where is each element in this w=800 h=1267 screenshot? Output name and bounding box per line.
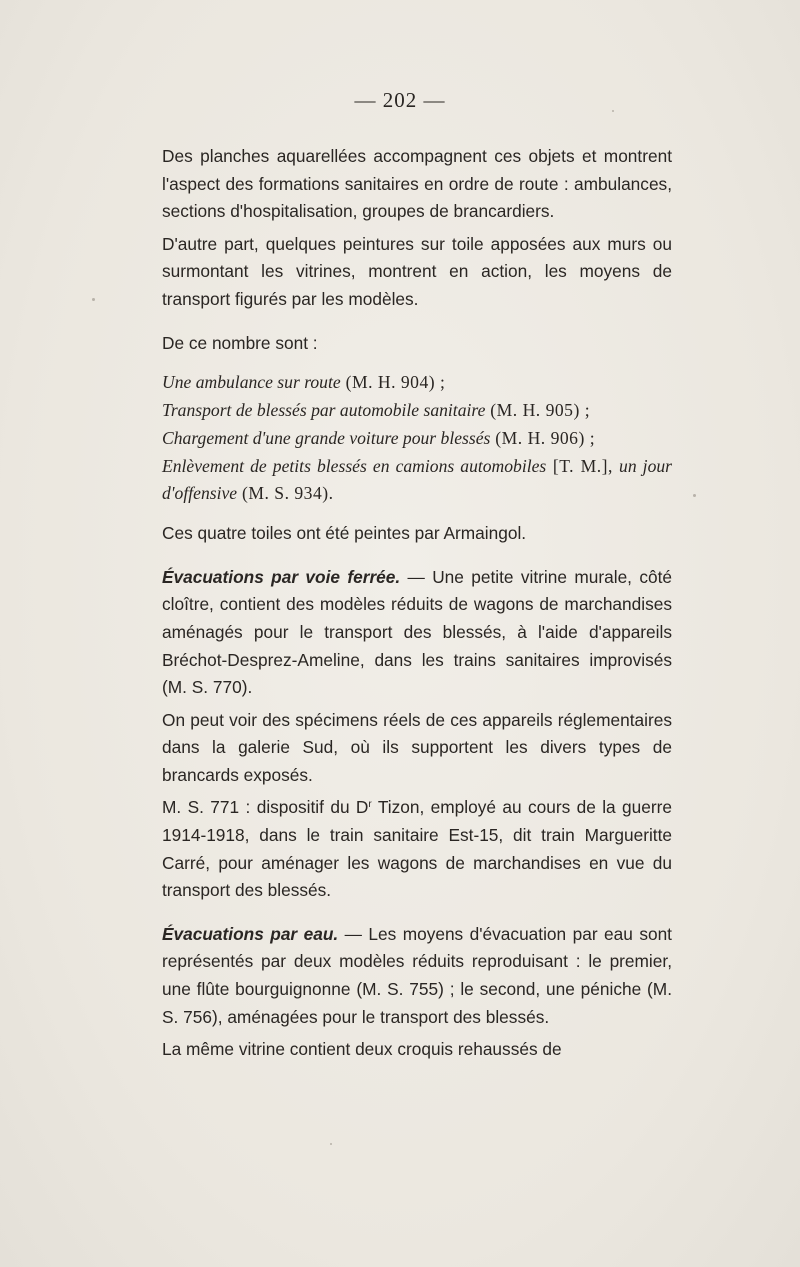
- paragraph-peintures: D'autre part, quelques peintures sur toile apposées aux murs ou surmontant les vitrines, montrent en action, les moyens de transport figurés par les modèles.: [162, 233, 672, 309]
- painting-ref: (M. H. 904) ;: [340, 372, 446, 393]
- painting-ref: [T. M.],: [546, 455, 613, 476]
- paragraph-eau: [162, 921, 672, 1031]
- list-item: [162, 397, 672, 425]
- body-text: [162, 143, 672, 1064]
- painting-ref: (M. H. 905) ;: [485, 399, 591, 420]
- painting-list: [162, 369, 672, 508]
- paragraph-tizon: [162, 794, 672, 904]
- paragraph-specimens: On peut voir des spécimens réels de ces appareils réglementaires dans la galerie Sud, où ils supportent les divers types de brancards exposés.: [162, 709, 672, 785]
- paragraph-vitrine: La même vitrine contient deux croquis rehaussés de: [162, 1039, 562, 1060]
- paper-speck: [693, 494, 696, 497]
- list-item: [162, 425, 672, 453]
- list-item: [162, 453, 672, 509]
- painting-title-continued: un jour d'offensive: [162, 455, 673, 504]
- paragraph-planches: Des planches aquarellées accompagnent ces objets et montrent l'aspect des formations sanitaires en ordre de route : ambulances, sections d'hospitalisation, groupes de brancardiers.: [162, 146, 672, 222]
- docteur-superscript: r: [368, 799, 372, 811]
- page-number: — 202 —: [354, 88, 446, 112]
- paragraph-voie-ferree: [162, 564, 672, 702]
- painting-title: Enlèvement de petits blessés en camions automobiles: [162, 455, 547, 476]
- painting-title: Chargement d'une grande voiture pour blessés: [162, 427, 491, 448]
- section-heading-water: Évacuations par eau.: [162, 923, 339, 944]
- painting-ref: (M. H. 906) ;: [490, 427, 596, 448]
- section-heading-rail: Évacuations par voie ferrée.: [162, 566, 401, 587]
- paragraph-armaingol: Ces quatre toiles ont été peintes par Armaingol.: [162, 523, 527, 544]
- painting-ref-continued: (M. S. 934).: [237, 483, 334, 504]
- painting-title: Transport de blessés par automobile sanitaire: [162, 399, 486, 420]
- paper-speck: [612, 110, 614, 112]
- painting-title: Une ambulance sur route: [162, 372, 341, 393]
- water-text: — Les moyens d'évacuation par eau sont représentés par deux modèles réduits reproduisant : le premier, une flûte bourguignonne (M. S. 755) ; le second, une péniche (M. S. 756), aménagées pour le transport des blessés.: [162, 923, 672, 1027]
- paper-speck: [92, 298, 95, 301]
- list-item: [162, 369, 672, 397]
- tizon-text-start: M. S. 771 : dispositif du D: [162, 797, 369, 818]
- paragraph-nombre: De ce nombre sont :: [162, 332, 318, 353]
- paper-speck: [330, 1143, 332, 1145]
- tizon-text-end: Tizon, employé au cours de la guerre 1914-1918, dans le train sanitaire Est-15, dit train Margueritte Carré, pour aménager les wagons de marchandises en vue du transport des blessés.: [162, 797, 673, 901]
- rail-text: — Une petite vitrine murale, côté cloître, contient des modèles réduits de wagons de marchandises aménagés pour le transport des blessés, à l'aide d'appareils Bréchot-Desprez-Ameline, dans les trains sanitaires improvisés (M. S. 770).: [162, 566, 672, 698]
